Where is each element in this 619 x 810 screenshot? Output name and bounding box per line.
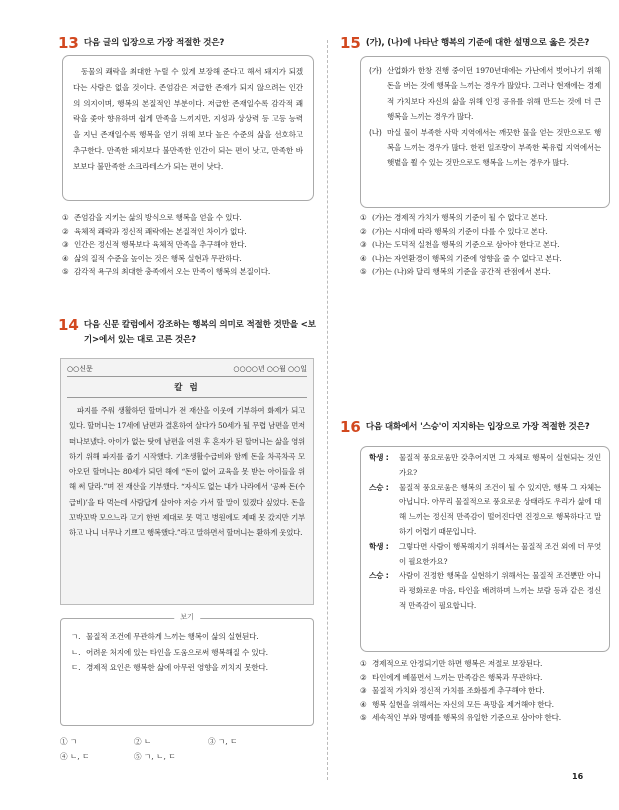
choice-mark: ②	[62, 226, 69, 236]
choice-text: 육체적 쾌락과 정신적 쾌락에는 본질적인 차이가 없다.	[74, 226, 247, 236]
choice-mark: ③	[360, 240, 367, 250]
question-text: 다음 신문 칼럼에서 강조하는 행복의 의미로 적절한 것만을 <보기>에서 있는 대로 고른 것은?	[83, 320, 316, 345]
news-title: 칼 럼	[174, 383, 200, 393]
passage-mark: (나)	[369, 127, 382, 137]
question-13-header	[58, 34, 320, 52]
choice-text: 행복 실현을 위해서는 자신의 모든 욕망을 제거해야 한다.	[372, 699, 554, 709]
choice-mark: ①	[62, 213, 69, 222]
bogi-mark: ㄱ.	[71, 632, 81, 641]
choice-text: 삶의 질적 수준을 높이는 것은 행복 실현과 무관하다.	[74, 253, 242, 263]
choice-mark: ①	[360, 659, 367, 668]
bogi-items	[71, 629, 305, 676]
option-4[interactable]: ④ ㄴ, ㄷ	[60, 752, 90, 761]
choice-text: 세속적인 부와 명예를 행복의 유일한 기준으로 삼아야 한다.	[372, 713, 561, 723]
choice-mark: ③	[62, 240, 69, 250]
choice-text: 감각적 욕구의 최대한 충족에서 오는 만족이 행복의 본질이다.	[74, 267, 271, 277]
q13-choices	[62, 211, 314, 279]
choice-text: 물질적 가치와 정신적 가치를 조화롭게 추구해야 한다.	[372, 686, 545, 696]
dialogue-text: 물질적 풍요로움만 갖추어지면 그 자체로 행복이 실현되는 것인가요?	[399, 453, 601, 477]
option-3[interactable]: ③ ㄱ, ㄷ	[208, 737, 238, 746]
choice-text: (가)는 경제적 가치가 행복의 기준이 될 수 없다고 본다.	[372, 213, 548, 222]
bogi-item	[71, 629, 305, 645]
bogi-text: 물질적 조건에 무관하게 느끼는 행복이 삶의 실현된다.	[86, 632, 259, 641]
dialogue-line	[369, 481, 601, 540]
question-14-header	[58, 316, 320, 348]
answer-choice[interactable]	[360, 265, 610, 279]
choice-mark: ⑤	[62, 267, 69, 277]
option-1[interactable]: ① ㄱ	[60, 737, 78, 746]
choice-text: (나)는 자연환경이 행복의 기준에 영향을 줄 수 없다고 본다.	[372, 253, 562, 263]
dialogue-text: 사람이 진정한 행복을 실현하기 위해서는 물질적 조건뿐만 아니라 평화로운 마음, 타인을 배려하며 느끼는 보람 등과 같은 정신적 만족감이 필요합니다.	[399, 571, 601, 610]
question-16-header	[340, 418, 608, 436]
bogi-box	[60, 613, 314, 726]
question-text: 다음 글의 입장으로 가장 적절한 것은?	[83, 38, 225, 48]
newspaper-column	[60, 358, 314, 605]
choice-mark: ①	[360, 213, 367, 222]
q15-passage-box	[360, 56, 610, 208]
news-body	[69, 403, 305, 541]
bogi-mark: ㄷ.	[71, 663, 81, 672]
choice-text: (가)는 (나)와 달리 행복의 기준을 공간적 관점에서 본다.	[372, 267, 551, 277]
column-divider	[327, 40, 328, 780]
answer-choice[interactable]	[62, 238, 314, 252]
answer-choice[interactable]	[62, 211, 314, 225]
page-number: 16	[572, 772, 584, 781]
news-date: ○○○○년 ○○월 ○○일	[233, 365, 307, 373]
passage-text: 산업화가 한창 진행 중이던 1970년대에는 가난에서 벗어나기 위해 돈을 버는 것에 행복을 느끼는 경우가 많았다. 그러나 현재에는 경제적 가치보다 자신의 삶을 위해 인정 공유를 위해 만드는 것에 더 큰 행복을 느끼는 경우가 많다.	[387, 66, 601, 122]
news-divider	[67, 397, 307, 398]
question-number: 16	[340, 418, 361, 436]
choice-mark: ④	[360, 253, 367, 263]
answer-choice[interactable]	[360, 684, 610, 698]
q13-passage: 동물의 쾌락을 최대한 누릴 수 있게 보장해 준다고 해서 돼지가 되겠다는 사람은 없을 것이다. 존엄감은 저급한 존재가 되지 않으려는 인간의 의지이며, 행복의 본질적인 부분이다. 저급한 존재일수록 감각적 쾌락을 좇아 향유하며 쉽게 만족을 느끼지만, 지성과 상상력 등 고등 능력을 지닌 존재일수록 행복을 얻기 위해 보다 높은 수준의 삶을 선호하고 추구한다. 만족한 돼지보다 불만족한 인간이 되는 편이 낫고, 만족한 바보보다 불만족한 소크라테스가 되는 편이 낫다.	[73, 67, 303, 171]
speaker-label: 스승 :	[369, 571, 389, 581]
q16-dialogue-box	[360, 446, 610, 652]
q15-choices	[360, 211, 610, 279]
answer-choice[interactable]	[360, 252, 610, 266]
option-2[interactable]: ② ㄴ	[134, 737, 152, 746]
answer-choice[interactable]	[62, 265, 314, 279]
news-header	[67, 364, 307, 377]
speaker-label: 학생 :	[369, 541, 389, 551]
q16-choices	[360, 657, 610, 725]
answer-choice[interactable]	[360, 711, 610, 725]
dialogue-line	[369, 540, 601, 570]
choice-text: (가)는 시대에 따라 행복의 기준이 다를 수 있다고 본다.	[372, 226, 548, 236]
bogi-text: 경제적 요인은 행복한 삶에 아무런 영향을 끼치지 못한다.	[86, 663, 268, 672]
bogi-text: 어려운 처지에 있는 타인을 도움으로써 행복해질 수 있다.	[86, 647, 268, 657]
answer-choice[interactable]	[62, 252, 314, 266]
passage-item	[369, 63, 601, 125]
question-number: 14	[58, 316, 79, 334]
passage-mark: (가)	[369, 66, 382, 75]
choice-text: 인간은 정신적 행복보다 육체적 만족을 추구해야 한다.	[74, 240, 247, 250]
option-5[interactable]: ⑤ ㄱ, ㄴ, ㄷ	[134, 752, 176, 761]
bogi-item	[71, 645, 305, 661]
answer-choice[interactable]	[360, 238, 610, 252]
passage-text: 마실 물이 부족한 사막 지역에서는 깨끗한 물을 얻는 것만으로도 행복을 느끼는 경우가 많다. 한편 일조량이 부족한 북유럽 지역에서는 햇볕을 쬘 수 있는 것만으로도 행복을 느끼는 경우가 많다.	[387, 127, 601, 168]
question-number: 13	[58, 34, 79, 52]
choice-text: (나)는 도덕적 실천을 행복의 기준으로 삼아야 한다고 본다.	[372, 240, 560, 250]
speaker-label: 스승 :	[369, 482, 389, 492]
question-15-header	[340, 34, 608, 52]
question-text: (가), (나)에 나타난 행복의 기준에 대한 설명으로 옳은 것은?	[365, 38, 590, 48]
passage-item	[369, 125, 601, 171]
dialogue-text: 물질적 풍요로움은 행복의 조건이 될 수 있지만, 행복 그 자체는 아닙니다. 아무리 물질적으로 풍요로운 상태라도 우리가 삶에 대해 느끼는 정신적 만족감이 떨어진다면 진정으로 행복하다고 말하기 어렵기 때문입니다.	[399, 482, 601, 536]
choice-mark: ⑤	[360, 713, 367, 723]
news-source: ○○신문	[67, 365, 93, 373]
choice-text: 타인에게 베풀면서 느끼는 만족감은 행복과 무관하다.	[372, 672, 543, 682]
dialogue-text: 그렇다면 사람이 행복해지기 위해서는 물질적 조건 외에 더 무엇이 필요한가요?	[399, 541, 601, 566]
dialogue-line	[369, 451, 601, 481]
choice-mark: ④	[62, 253, 69, 263]
answer-choice[interactable]	[360, 671, 610, 685]
news-text: 파지를 주워 생활하던 할머니가 전 재산을 이웃에 기부하여 화제가 되고 있다. 할머니는 17세에 남편과 결혼하여 살다가 50세가 될 무렵 남편을 먼저 떠나보냈다. 아이가 없는 탓에 남편을 여읜 후 혼자가 된 할머니는 삶을 영위하기 위해 파지를 줍기 시작했다. 기초생활수급비와 함께 돈을 차곡차곡 모아오던 할머니는 80세가 되던 해에 “돈이 없어 교육을 못 받는 아이들을 위해 써 달라.”며 전 재산을 기부했다. “자식도 없는 내가 나라에서 ‘공짜 돈(수급비)’을 타 먹는데 사람답게 살아야 저승 가서 할 말이 있겠다 싶었다. 돈을 꼬박꼬박 모으느라 고기 한번 제대로 못 먹고 병원에도 제때 못 갔지만 기부하고 나니 너무나 기쁘고 행복했다.”라고 말하면서 할머니는 환하게 웃었다.	[69, 406, 305, 538]
choice-mark: ⑤	[360, 267, 367, 277]
q13-passage-box	[62, 55, 314, 201]
bogi-label: 보기	[174, 612, 200, 622]
answer-choice[interactable]	[360, 211, 610, 225]
choice-text: 경제적으로 안정되기만 하면 행복은 저절로 보장된다.	[372, 659, 543, 668]
speaker-label: 학생 :	[369, 453, 389, 462]
question-number: 15	[340, 34, 361, 52]
choice-mark: ④	[360, 699, 367, 709]
q14-options	[60, 734, 320, 764]
answer-choice[interactable]	[360, 657, 610, 671]
choice-mark: ②	[360, 672, 367, 682]
bogi-item	[71, 660, 305, 676]
dialogue-line	[369, 569, 601, 613]
question-text: 다음 대화에서 '스승'이 지지하는 입장으로 가장 적절한 것은?	[365, 422, 590, 432]
choice-mark: ③	[360, 686, 367, 696]
bogi-mark: ㄴ.	[71, 647, 81, 657]
answer-choice[interactable]	[62, 225, 314, 239]
choice-mark: ②	[360, 226, 367, 236]
answer-choice[interactable]	[360, 225, 610, 239]
answer-choice[interactable]	[360, 698, 610, 712]
choice-text: 존엄감을 지키는 삶의 방식으로 행복을 얻을 수 있다.	[74, 213, 242, 222]
